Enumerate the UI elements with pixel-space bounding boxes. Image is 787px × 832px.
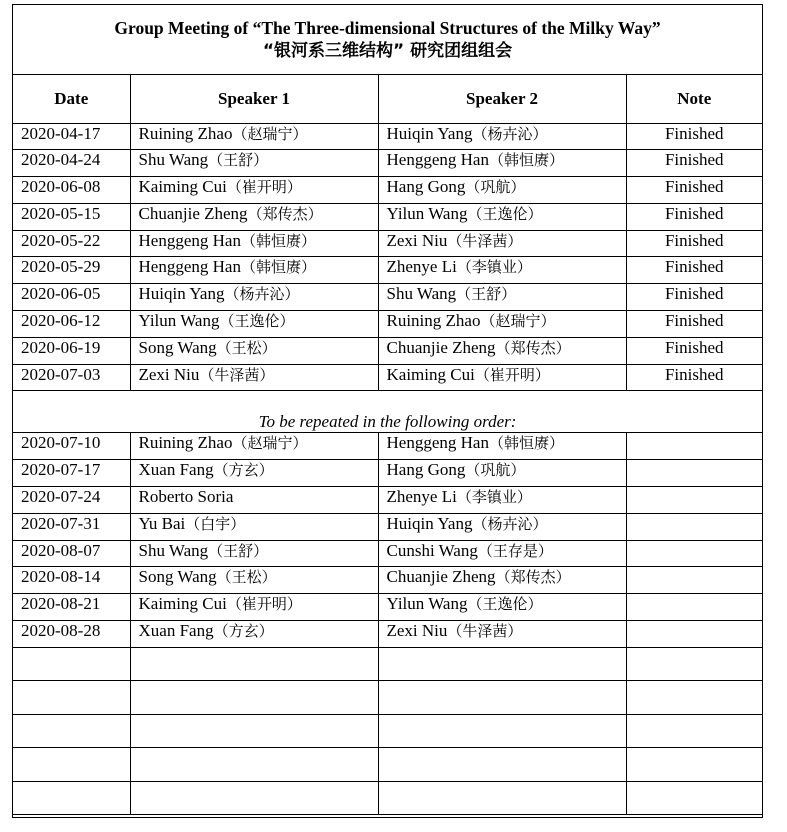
speaker-2-chinese-name: （郑传杰） — [495, 338, 571, 357]
note-cell — [626, 433, 762, 460]
header-speaker-2: Speaker 2 — [378, 75, 626, 123]
header-row — [13, 75, 762, 123]
speaker-2-name: Zhenye Li — [386, 257, 457, 277]
speaker-2-cell — [378, 487, 626, 514]
speaker-1-chinese-name: （王舒） — [208, 151, 269, 170]
speaker-1-chinese-name: （王松） — [216, 338, 277, 357]
speaker-2-chinese-name: （王舒） — [456, 285, 517, 304]
date-cell: 2020-07-17 — [13, 460, 130, 487]
date-cell: 2020-05-22 — [13, 230, 130, 257]
speaker-2-name: Huiqin Yang — [386, 123, 473, 143]
date-cell: 2020-08-07 — [13, 540, 130, 567]
speaker-2-chinese-name: （韩恒赓） — [488, 151, 564, 170]
empty-cell — [13, 748, 130, 782]
speaker-1-name: Ruining Zhao — [138, 123, 233, 143]
date-cell: 2020-04-17 — [13, 123, 130, 150]
speaker-1-cell — [130, 433, 378, 460]
note-cell — [626, 513, 762, 540]
speaker-1-name: Chuanjie Zheng — [138, 203, 248, 223]
note-cell — [626, 621, 762, 648]
empty-cell — [130, 781, 378, 815]
speaker-1-name: Huiqin Yang — [138, 284, 225, 304]
speaker-2-chinese-name: （郑传杰） — [495, 568, 571, 587]
speaker-1-chinese-name: （崔开明） — [226, 178, 302, 197]
speaker-1-chinese-name: （崔开明） — [226, 595, 302, 614]
speaker-2-name: Hang Gong — [386, 460, 466, 480]
table-row — [13, 594, 762, 621]
header-date: Date — [13, 75, 130, 123]
speaker-2-cell — [378, 203, 626, 230]
speaker-2-chinese-name: （王逸伦） — [467, 204, 543, 223]
table-row — [13, 203, 762, 230]
speaker-2-cell — [378, 594, 626, 621]
table-row — [13, 487, 762, 514]
speaker-1-cell — [130, 203, 378, 230]
date-cell: 2020-07-03 — [13, 364, 130, 391]
empty-cell — [626, 714, 762, 748]
empty-row — [13, 714, 762, 748]
title-block — [13, 5, 762, 75]
speaker-1-name: Yilun Wang — [138, 311, 220, 331]
empty-cell — [378, 647, 626, 681]
date-cell: 2020-06-08 — [13, 177, 130, 204]
empty-cell — [130, 647, 378, 681]
date-cell: 2020-06-12 — [13, 311, 130, 338]
empty-row — [13, 681, 762, 715]
speaker-2-chinese-name: （李镇业） — [456, 258, 532, 277]
note-cell: Finished — [626, 337, 762, 364]
empty-cell — [626, 647, 762, 681]
speaker-2-cell — [378, 513, 626, 540]
table-row — [13, 257, 762, 284]
speaker-1-name: Song Wang — [138, 567, 217, 587]
table-row — [13, 337, 762, 364]
empty-row — [13, 647, 762, 681]
empty-cell — [13, 681, 130, 715]
speaker-1-name: Xuan Fang — [138, 621, 214, 641]
speaker-2-chinese-name: （崔开明） — [474, 365, 550, 384]
note-cell — [626, 487, 762, 514]
speaker-1-cell — [130, 594, 378, 621]
speaker-2-name: Zexi Niu — [386, 621, 448, 641]
date-cell: 2020-06-19 — [13, 337, 130, 364]
speaker-2-chinese-name: （牛泽茜） — [447, 231, 523, 250]
speaker-1-cell — [130, 540, 378, 567]
speaker-2-chinese-name: （杨卉沁） — [472, 514, 548, 533]
speaker-1-chinese-name: （方玄） — [213, 622, 274, 641]
speaker-1-cell — [130, 230, 378, 257]
empty-cell — [378, 748, 626, 782]
note-cell: Finished — [626, 177, 762, 204]
header-note: Note — [626, 75, 762, 123]
title-english: Group Meeting of “The Three-dimensional Structures of the Milky Way” — [114, 18, 661, 38]
speaker-2-cell — [378, 311, 626, 338]
repeat-note-row — [13, 391, 762, 433]
table-row — [13, 460, 762, 487]
speaker-2-name: Huiqin Yang — [386, 513, 473, 533]
table-row — [13, 177, 762, 204]
date-cell: 2020-07-10 — [13, 433, 130, 460]
speaker-2-cell — [378, 567, 626, 594]
speaker-1-chinese-name: （王舒） — [208, 541, 269, 560]
speaker-1-chinese-name: （韩恒赓） — [240, 231, 316, 250]
speaker-1-name: Song Wang — [138, 337, 217, 357]
speaker-2-chinese-name: （王存是） — [477, 541, 553, 560]
speaker-1-cell — [130, 513, 378, 540]
empty-cell — [13, 781, 130, 815]
empty-cell — [626, 681, 762, 715]
table-row — [13, 150, 762, 177]
speaker-2-chinese-name: （韩恒赓） — [488, 434, 564, 453]
speaker-2-cell — [378, 621, 626, 648]
speaker-1-name: Zexi Niu — [138, 364, 200, 384]
speaker-2-chinese-name: （王逸伦） — [467, 595, 543, 614]
date-cell: 2020-04-24 — [13, 150, 130, 177]
speaker-2-cell — [378, 177, 626, 204]
empty-cell — [130, 681, 378, 715]
speaker-1-cell — [130, 364, 378, 391]
note-cell: Finished — [626, 150, 762, 177]
speaker-2-cell — [378, 123, 626, 150]
table-row — [13, 311, 762, 338]
table-row — [13, 433, 762, 460]
empty-cell — [130, 714, 378, 748]
note-cell: Finished — [626, 257, 762, 284]
speaker-1-chinese-name: （赵瑞宁） — [232, 434, 308, 453]
title-chinese: “银河系三维结构” 研究团组组会 — [262, 41, 513, 61]
speaker-1-name: Henggeng Han — [138, 230, 241, 250]
date-cell: 2020-08-14 — [13, 567, 130, 594]
note-cell: Finished — [626, 230, 762, 257]
table-row — [13, 123, 762, 150]
speaker-1-chinese-name: （牛泽茜） — [199, 365, 275, 384]
speaker-2-chinese-name: （巩航） — [465, 461, 526, 480]
speaker-2-chinese-name: （赵瑞宁） — [480, 312, 556, 331]
schedule-body — [13, 123, 762, 815]
table-row — [13, 513, 762, 540]
speaker-2-name: Zexi Niu — [386, 230, 448, 250]
speaker-1-name: Xuan Fang — [138, 460, 214, 480]
speaker-2-name: Chuanjie Zheng — [386, 337, 496, 357]
speaker-1-chinese-name: （王松） — [216, 568, 277, 587]
empty-cell — [378, 781, 626, 815]
speaker-2-name: Hang Gong — [386, 177, 466, 197]
speaker-2-name: Kaiming Cui — [386, 364, 475, 384]
speaker-2-cell — [378, 150, 626, 177]
repeat-note: To be repeated in the following order: — [13, 391, 762, 433]
speaker-1-name: Henggeng Han — [138, 257, 241, 277]
note-cell — [626, 460, 762, 487]
empty-row — [13, 748, 762, 782]
table-row — [13, 540, 762, 567]
empty-cell — [626, 781, 762, 815]
speaker-2-cell — [378, 257, 626, 284]
note-cell: Finished — [626, 311, 762, 338]
note-cell: Finished — [626, 284, 762, 311]
speaker-1-cell — [130, 460, 378, 487]
speaker-2-cell — [378, 284, 626, 311]
note-cell: Finished — [626, 364, 762, 391]
speaker-2-cell — [378, 364, 626, 391]
speaker-1-cell — [130, 337, 378, 364]
speaker-1-name: Kaiming Cui — [138, 594, 227, 614]
speaker-1-cell — [130, 257, 378, 284]
table-row — [13, 621, 762, 648]
table-row — [13, 230, 762, 257]
speaker-2-name: Yilun Wang — [386, 594, 468, 614]
empty-cell — [626, 748, 762, 782]
speaker-1-name: Yu Bai — [138, 513, 186, 533]
speaker-1-cell — [130, 567, 378, 594]
speaker-1-chinese-name: （方玄） — [213, 461, 274, 480]
date-cell: 2020-06-05 — [13, 284, 130, 311]
speaker-1-chinese-name: （赵瑞宁） — [232, 124, 308, 143]
empty-cell — [13, 647, 130, 681]
speaker-2-cell — [378, 540, 626, 567]
speaker-1-cell — [130, 621, 378, 648]
speaker-2-name: Chuanjie Zheng — [386, 567, 496, 587]
speaker-2-name: Zhenye Li — [386, 487, 457, 507]
note-cell — [626, 540, 762, 567]
empty-row — [13, 781, 762, 815]
meeting-schedule-document — [12, 4, 763, 818]
speaker-1-name: Ruining Zhao — [138, 433, 233, 453]
schedule-table — [13, 75, 762, 815]
speaker-1-cell — [130, 311, 378, 338]
note-cell — [626, 567, 762, 594]
speaker-2-name: Henggeng Han — [386, 433, 489, 453]
speaker-1-chinese-name: （白宇） — [185, 514, 246, 533]
table-row — [13, 284, 762, 311]
speaker-2-name: Yilun Wang — [386, 203, 468, 223]
date-cell: 2020-08-28 — [13, 621, 130, 648]
speaker-2-chinese-name: （杨卉沁） — [472, 124, 548, 143]
speaker-1-cell — [130, 150, 378, 177]
speaker-1-name: Shu Wang — [138, 540, 209, 560]
date-cell: 2020-07-24 — [13, 487, 130, 514]
speaker-2-cell — [378, 230, 626, 257]
speaker-1-cell — [130, 177, 378, 204]
date-cell: 2020-08-21 — [13, 594, 130, 621]
empty-cell — [378, 681, 626, 715]
empty-cell — [378, 714, 626, 748]
speaker-2-cell — [378, 460, 626, 487]
table-row — [13, 364, 762, 391]
speaker-2-chinese-name: （巩航） — [465, 178, 526, 197]
speaker-1-name: Shu Wang — [138, 150, 209, 170]
speaker-1-chinese-name: （韩恒赓） — [240, 258, 316, 277]
speaker-1-name: Roberto Soria — [138, 487, 234, 507]
note-cell: Finished — [626, 123, 762, 150]
speaker-1-cell — [130, 487, 378, 514]
speaker-1-name: Kaiming Cui — [138, 177, 227, 197]
table-row — [13, 567, 762, 594]
speaker-2-name: Henggeng Han — [386, 150, 489, 170]
note-cell — [626, 594, 762, 621]
date-cell: 2020-05-15 — [13, 203, 130, 230]
speaker-2-cell — [378, 337, 626, 364]
empty-cell — [130, 748, 378, 782]
speaker-1-chinese-name: （郑传杰） — [247, 204, 323, 223]
speaker-2-name: Cunshi Wang — [386, 540, 478, 560]
speaker-2-chinese-name: （李镇业） — [456, 488, 532, 507]
header-speaker-1: Speaker 1 — [130, 75, 378, 123]
note-cell: Finished — [626, 203, 762, 230]
speaker-2-cell — [378, 433, 626, 460]
date-cell: 2020-07-31 — [13, 513, 130, 540]
speaker-1-cell — [130, 123, 378, 150]
speaker-2-name: Ruining Zhao — [386, 311, 481, 331]
date-cell: 2020-05-29 — [13, 257, 130, 284]
speaker-1-chinese-name: （王逸伦） — [219, 312, 295, 331]
speaker-1-chinese-name: （杨卉沁） — [224, 285, 300, 304]
speaker-1-cell — [130, 284, 378, 311]
speaker-2-name: Shu Wang — [386, 284, 457, 304]
empty-cell — [13, 714, 130, 748]
speaker-2-chinese-name: （牛泽茜） — [447, 622, 523, 641]
